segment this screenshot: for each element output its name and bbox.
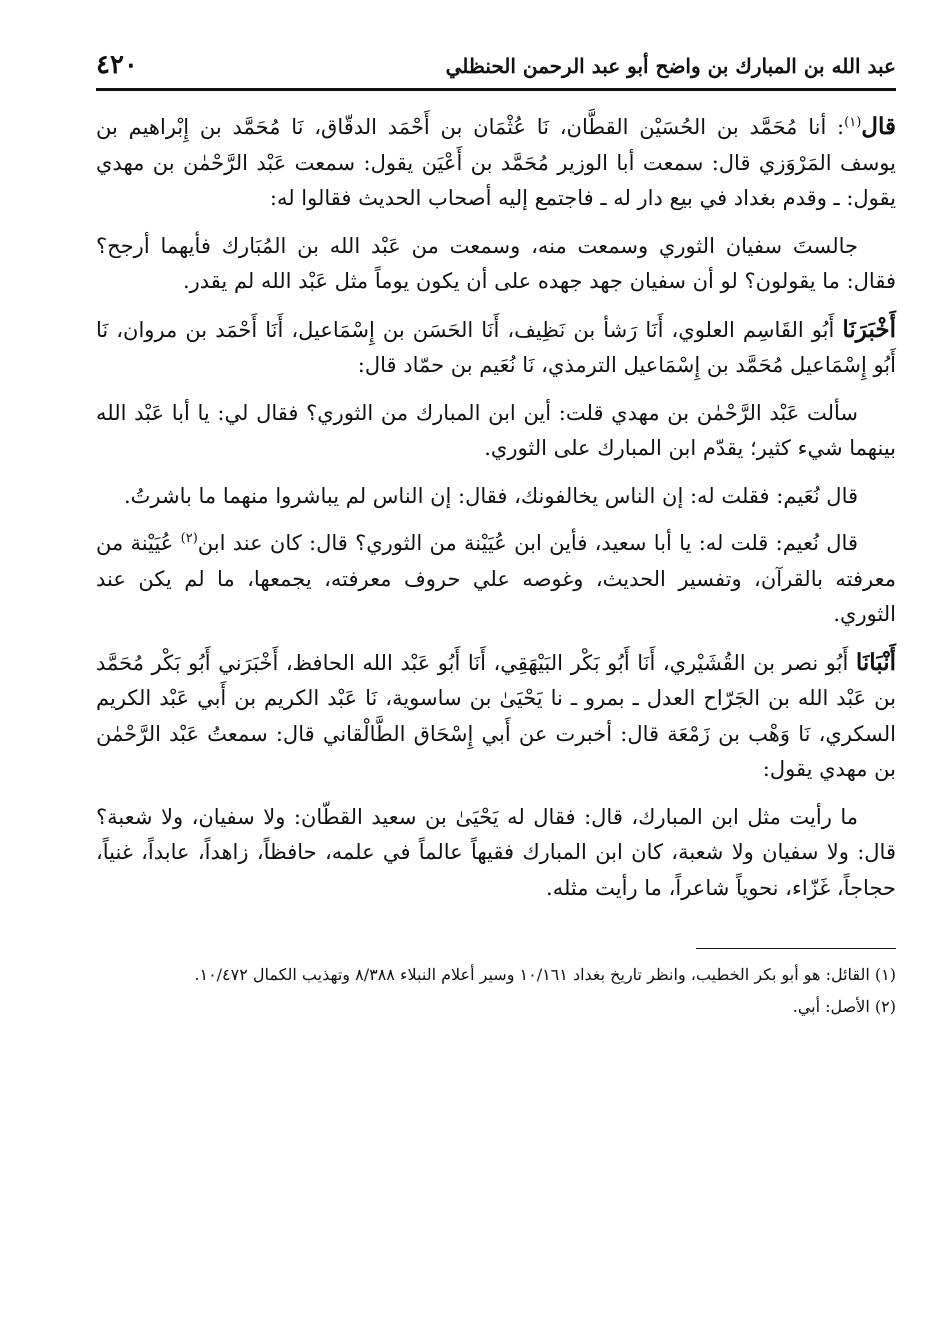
paragraph-text: ما رأيت مثل ابن المبارك، قال: فقال له يَحْيَىٰ بن سعيد القطّان: ولا سفيان، ولا شعبة؟ قال: ولا سفيان ولا شعبة، كان ابن المبارك فقيهاً عالماً في علمه، حافظاً، زاهداً، عابداً، غنياً، حجاجاً، غَزّاء، نحوياً شاعراً، ما رأيت مثله. xyxy=(96,804,896,900)
footnote-2 xyxy=(96,993,896,1021)
paragraph-3 xyxy=(96,312,896,384)
paragraph-text: قال نُعيم: قلت له: يا أبا سعيد، فأين ابن عُيَيْنة من الثوري؟ قال: كان عند ابن xyxy=(197,531,858,555)
paragraph-text: أَبُو نصر بن القُشَيْري، أَنَا أَبُو بَكْر البَيْهَقِي، أَنَا أَبُو عَبْد الله الحافظ، أَخْبَرَني أَبُو بَكْر مُحَمَّد بن عَبْد الله بن الجَرّاح العدل ـ بمرو ـ نا يَحْيَىٰ بن ساسوية، نَا عَبْد الكريم بن أَبي عَبْد الكريم السكري، نَا وَهْب بن زَمْعَة قال: أخبرت عن أَبي إِسْحَاق الطَّالْقاني قال: سمعتُ عَبْد الرَّحْمٰن بن مهدي يقول: xyxy=(96,650,896,781)
paragraph-text: سألت عَبْد الرَّحْمٰن بن مهدي قلت: أين ابن المبارك من الثوري؟ فقال لي: يا أبا عَبْد الله بينهما شيء كثير؛ يقدّم ابن المبارك على الثوري. xyxy=(96,400,896,460)
footnote-text: الأصل: أبي. xyxy=(792,997,870,1016)
paragraph-lead: قال xyxy=(861,113,896,140)
main-text xyxy=(96,109,896,906)
paragraph-4 xyxy=(96,396,896,467)
running-title: عبد الله بن المبارك بن واضح أبو عبد الرحمن الحنظلي xyxy=(445,54,896,78)
footnote-marker: (١) xyxy=(874,965,896,984)
paragraph-lead: أَنْبَانَا xyxy=(855,648,896,676)
footnotes xyxy=(96,961,896,1021)
footnote-ref-2[interactable]: (٢) xyxy=(180,531,198,546)
paragraph-text: قال نُعَيم: فقلت له: إن الناس يخالفونك، فقال: إن الناس لم يباشروا منهما ما باشرتُ. xyxy=(123,483,858,508)
paragraph-8 xyxy=(96,800,896,907)
page-header xyxy=(96,50,896,91)
paragraph-5 xyxy=(96,479,896,515)
paragraph-lead: أَخْبَرَنَا xyxy=(842,315,896,343)
paragraph-2 xyxy=(96,229,896,300)
paragraph-1 xyxy=(96,109,896,217)
paragraph-7 xyxy=(96,645,896,788)
paragraph-text: : أنا مُحَمَّد بن الحُسَيْن القطَّان، نَا عُثْمَان بن أَحْمَد الدقّاق، نَا مُحَمَّد بن إِبْراهيم بن يوسف المَرْوَزي قال: سمعت أبا الوزير مُحَمَّد بن أَعْيَن يقول: سمعت عَبْد الرَّحْمٰن بن مهدي يقول: ـ وقدم بغداد في بيع دار له ـ فاجتمع إليه أصحاب الحديث فقالوا له: xyxy=(96,115,896,210)
footnote-ref-1[interactable]: (١) xyxy=(844,115,862,130)
paragraph-6 xyxy=(96,526,896,633)
footnote-marker: (٢) xyxy=(874,997,896,1016)
paragraph-text: جالستَ سفيان الثوري وسمعت منه، وسمعت من عَبْد الله بن المُبَارك فأيهما أرجح؟ فقال: ما يقولون؟ لو أن سفيان جهد جهده على أن يكون يوماً مثل عَبْد الله لم يقدر. xyxy=(96,233,896,293)
footnote-text: القائل: هو أبو بكر الخطيب، وانظر تاريخ بغداد ١٠/١٦١ وسير أعلام النبلاء ٨/٣٨٨ وتهذيب الكمال ١٠/٤٧٢. xyxy=(194,965,870,984)
paragraph-text-continued: عُيَيْنة من معرفته بالقرآن، وتفسير الحديث، وغوصه علي حروف معرفته، يجمعها، ما لم يكن عند الثوري. xyxy=(96,531,896,626)
footnote-1 xyxy=(96,961,896,989)
paragraph-text: أَبُو القَاسِم العلوي، أَنَا رَشأ بن نَظِيف، أَنَا الحَسَن بن إِسْمَاعيل، أَنَا أَحْمَد بن مروان، نَا أَبُو إِسْمَاعيل مُحَمَّد بن إِسْمَاعيل الترمذي، نَا نُعَيم بن حمّاد قال: xyxy=(96,317,896,377)
footnote-divider xyxy=(696,948,896,949)
page-number: ٤٢٠ xyxy=(96,50,138,80)
